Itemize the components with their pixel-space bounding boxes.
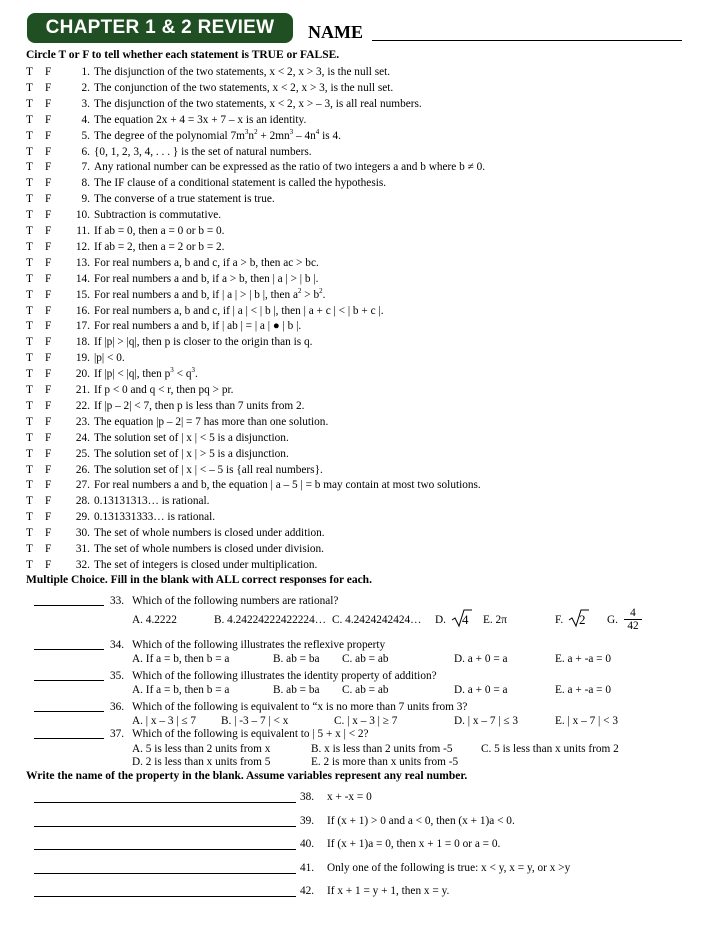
false-option[interactable]: F bbox=[45, 368, 52, 381]
true-option[interactable]: T bbox=[26, 352, 33, 365]
item-number: 20. bbox=[75, 368, 90, 381]
statement-text: The set of whole numbers is closed under division. bbox=[94, 543, 324, 555]
false-option[interactable]: F bbox=[45, 415, 52, 428]
item-number: 26. bbox=[75, 463, 90, 476]
question-number: 35. bbox=[110, 670, 125, 682]
statement-text: 0.131331333… is rational. bbox=[94, 511, 216, 524]
option-d-label: D. bbox=[435, 614, 446, 626]
statement-text: For real numbers a, b and c, if | a | < | b |, then | a + c | < | b + c |. bbox=[94, 304, 384, 317]
question-text: Which of the following numbers are rational? bbox=[132, 595, 339, 607]
option-c: C. | x – 3 | ≥ 7 bbox=[334, 715, 398, 727]
item-number: 21. bbox=[75, 384, 90, 396]
statement-text: The set of integers is closed under multiplication. bbox=[94, 558, 318, 571]
statement-text: If |p| < |q|, then $p^3 < q^3$. bbox=[94, 366, 198, 381]
false-option[interactable]: F bbox=[45, 336, 52, 349]
name-label: NAME bbox=[308, 22, 363, 42]
true-option[interactable]: T bbox=[26, 368, 33, 381]
false-option[interactable]: F bbox=[45, 272, 52, 285]
true-option[interactable]: T bbox=[26, 527, 33, 540]
answer-blank-36[interactable] bbox=[34, 711, 104, 712]
item-number: 11. bbox=[76, 225, 90, 237]
statement-text: The IF clause of a conditional statement is called the hypothesis. bbox=[94, 177, 387, 190]
statement-text: The disjunction of the two statements, x < 2, x > 3, is the null set. bbox=[94, 66, 391, 78]
false-option[interactable]: F bbox=[45, 304, 52, 317]
false-option[interactable]: F bbox=[45, 81, 52, 94]
chapter-banner: CHAPTER 1 & 2 REVIEW bbox=[27, 13, 293, 43]
option-f-label: F. bbox=[555, 614, 564, 626]
option-a: A. If a = b, then b = a bbox=[132, 653, 230, 665]
option-b: B. ab = ba bbox=[273, 653, 320, 665]
true-option[interactable]: T bbox=[26, 415, 33, 428]
true-option[interactable]: T bbox=[26, 240, 33, 253]
true-option[interactable]: T bbox=[26, 256, 33, 269]
true-option[interactable]: T bbox=[26, 558, 33, 571]
true-option[interactable]: T bbox=[26, 272, 33, 285]
false-option[interactable]: F bbox=[45, 384, 52, 396]
true-option[interactable]: T bbox=[26, 113, 33, 126]
true-option[interactable]: T bbox=[26, 209, 33, 222]
property-statement: Only one of the following is true: x < y, x = y, or x >y bbox=[327, 861, 571, 874]
true-option[interactable]: T bbox=[26, 304, 33, 317]
item-number: 4. bbox=[81, 113, 90, 126]
option-d-radicand: 4 bbox=[462, 612, 469, 627]
option-f-radicand: 2 bbox=[579, 612, 586, 627]
false-option[interactable]: F bbox=[45, 558, 52, 571]
false-option[interactable]: F bbox=[45, 225, 52, 237]
property-answer-blank[interactable] bbox=[34, 896, 296, 897]
option-b: B. x is less than 2 units from -5 bbox=[311, 743, 453, 755]
property-statement: If (x + 1) > 0 and a < 0, then (x + 1)a < 0. bbox=[327, 814, 515, 827]
item-number: 23. bbox=[75, 415, 90, 428]
item-number: 30. bbox=[75, 527, 90, 540]
true-option[interactable]: T bbox=[26, 66, 33, 78]
item-number: 19. bbox=[75, 352, 90, 365]
statement-text: If p < 0 and q < r, then pq > pr. bbox=[94, 384, 234, 396]
statement-text: Any rational number can be expressed as the ratio of two integers a and b where b ≠ 0. bbox=[94, 161, 486, 174]
true-option[interactable]: T bbox=[26, 543, 33, 555]
false-option[interactable]: F bbox=[45, 240, 52, 253]
statement-text: The solution set of | x | > 5 is a disjunction. bbox=[94, 447, 289, 460]
false-option[interactable]: F bbox=[45, 177, 52, 190]
statement-text: If |p – 2| < 7, then p is less than 7 units from 2. bbox=[94, 399, 305, 412]
option-c: C. 4.2424242424… bbox=[332, 614, 422, 626]
false-option[interactable]: F bbox=[45, 97, 52, 110]
item-number: 17. bbox=[75, 320, 90, 333]
statement-text: For real numbers a and b, the equation | a – 5 | = b may contain at most two solutions. bbox=[94, 479, 481, 492]
item-number: 10. bbox=[75, 209, 90, 222]
item-number: 42. bbox=[300, 885, 315, 897]
statement-text: Subtraction is commutative. bbox=[94, 209, 222, 222]
item-number: 40. bbox=[300, 838, 315, 850]
statement-text: The degree of the polynomial $7m^3n^2 + 2mn^3 - 4n^4$ is 4. bbox=[94, 127, 341, 142]
statement-text: {0, 1, 2, 3, 4, . . . } is the set of natural numbers. bbox=[94, 145, 312, 158]
false-option[interactable]: F bbox=[45, 543, 52, 555]
option-e: E. 2 is more than x units from -5 bbox=[311, 756, 459, 768]
item-number: 6. bbox=[81, 145, 90, 158]
true-option[interactable]: T bbox=[26, 225, 33, 237]
question-number: 36. bbox=[110, 701, 125, 713]
false-option[interactable]: F bbox=[45, 320, 52, 333]
false-option[interactable]: F bbox=[45, 431, 52, 444]
answer-blank-33[interactable] bbox=[34, 605, 104, 606]
option-g-fraction bbox=[624, 607, 642, 632]
item-number: 14. bbox=[75, 272, 90, 285]
item-number: 22. bbox=[75, 399, 90, 412]
statement-text: If |p| > |q|, then p is closer to the origin than is q. bbox=[94, 336, 313, 349]
true-option[interactable]: T bbox=[26, 447, 33, 460]
property-answer-blank[interactable] bbox=[34, 873, 296, 874]
item-number: 5. bbox=[81, 129, 90, 142]
option-b: B. 4.24224222422224… bbox=[214, 614, 327, 626]
answer-blank-34[interactable] bbox=[34, 649, 104, 650]
statement-text: The solution set of | x | < 5 is a disjunction. bbox=[94, 431, 289, 444]
item-number: 27. bbox=[75, 479, 90, 492]
statement-text: For real numbers a and b, if a > b, then | a | > | b |. bbox=[94, 272, 319, 285]
true-option[interactable]: T bbox=[26, 193, 33, 206]
option-a: A. | x – 3 | ≤ 7 bbox=[132, 715, 197, 727]
statement-text: |p| < 0. bbox=[94, 352, 125, 365]
property-instructions: Write the name of the property in the blank. Assume variables represent any real number. bbox=[26, 770, 468, 782]
true-option[interactable]: T bbox=[26, 161, 33, 174]
answer-blank-35[interactable] bbox=[34, 680, 104, 681]
true-option[interactable]: T bbox=[26, 81, 33, 94]
statement-text: The converse of a true statement is true. bbox=[94, 193, 275, 206]
statement-text: If ab = 2, then a = 2 or b = 2. bbox=[94, 240, 225, 253]
item-number: 8. bbox=[81, 177, 90, 190]
false-option[interactable]: F bbox=[45, 352, 52, 365]
option-d: D. a + 0 = a bbox=[454, 684, 508, 696]
option-a: A. 5 is less than 2 units from x bbox=[132, 743, 271, 755]
statement-text: 0.13131313… is rational. bbox=[94, 495, 210, 508]
false-option[interactable]: F bbox=[45, 113, 52, 126]
property-statement: x + -x = 0 bbox=[327, 791, 372, 803]
item-number: 18. bbox=[75, 336, 90, 349]
statement-text: The disjunction of the two statements, x < 2, x > – 3, is all real numbers. bbox=[94, 97, 422, 110]
option-d: D. 2 is less than x units from 5 bbox=[132, 756, 271, 768]
question-text: Which of the following illustrates the identity property of addition? bbox=[132, 670, 437, 682]
property-answer-blank[interactable] bbox=[34, 826, 296, 827]
statement-text: The conjunction of the two statements, x < 2, x > 3, is the null set. bbox=[94, 81, 394, 94]
item-number: 9. bbox=[81, 193, 90, 206]
true-option[interactable]: T bbox=[26, 336, 33, 349]
true-option[interactable]: T bbox=[26, 511, 33, 524]
false-option[interactable]: F bbox=[45, 463, 52, 476]
false-option[interactable]: F bbox=[45, 129, 52, 142]
item-number: 32. bbox=[75, 558, 90, 571]
item-number: 29. bbox=[75, 511, 90, 524]
item-number: 15. bbox=[75, 288, 90, 301]
item-number: 2. bbox=[81, 81, 90, 94]
item-number: 7. bbox=[81, 161, 90, 174]
property-statement: If (x + 1)a = 0, then x + 1 = 0 or a = 0. bbox=[327, 838, 501, 850]
item-number: 1. bbox=[81, 66, 90, 78]
false-option[interactable]: F bbox=[45, 288, 52, 301]
false-option[interactable]: F bbox=[45, 161, 52, 174]
false-option[interactable]: F bbox=[45, 527, 52, 540]
option-c: C. ab = ab bbox=[342, 653, 389, 665]
true-option[interactable]: T bbox=[26, 320, 33, 333]
true-option[interactable]: T bbox=[26, 463, 33, 476]
question-number: 34. bbox=[110, 639, 125, 651]
fraction-denominator: 42 bbox=[627, 620, 639, 632]
question-text: Which of the following illustrates the reflexive property bbox=[132, 639, 386, 651]
false-option[interactable]: F bbox=[45, 256, 52, 269]
option-b: B. | -3 – 7 | < x bbox=[221, 715, 289, 727]
statement-text: For real numbers a, b and c, if a > b, then ac > bc. bbox=[94, 256, 319, 269]
statement-text: The set of whole numbers is closed under addition. bbox=[94, 527, 325, 540]
false-option[interactable]: F bbox=[45, 66, 52, 78]
property-statement: If x + 1 = y + 1, then x = y. bbox=[327, 885, 450, 897]
item-number: 12. bbox=[75, 240, 90, 253]
option-d: D. | x – 7 | ≤ 3 bbox=[454, 715, 519, 727]
item-number: 28. bbox=[75, 495, 90, 508]
option-e: E. a + -a = 0 bbox=[555, 653, 612, 665]
option-e: E. 2π bbox=[483, 614, 507, 626]
false-option[interactable]: F bbox=[45, 479, 52, 492]
statement-text: For real numbers a and b, if | ab | = | a | ● | b |. bbox=[94, 320, 302, 333]
statement-text: For real numbers a and b, if | a | > | b |, then $a^2 > b^2$. bbox=[94, 286, 326, 301]
property-answer-blank[interactable] bbox=[34, 849, 296, 850]
item-number: 38. bbox=[300, 791, 315, 803]
true-option[interactable]: T bbox=[26, 495, 33, 508]
true-option[interactable]: T bbox=[26, 479, 33, 492]
false-option[interactable]: F bbox=[45, 447, 52, 460]
false-option[interactable]: F bbox=[45, 511, 52, 524]
question-text: Which of the following is equivalent to | 5 + x | < 2? bbox=[132, 728, 369, 740]
option-e: E. a + -a = 0 bbox=[555, 684, 612, 696]
mc-instructions: Multiple Choice. Fill in the blank with ALL correct responses for each. bbox=[26, 574, 372, 586]
question-number: 37. bbox=[110, 728, 125, 740]
false-option[interactable]: F bbox=[45, 495, 52, 508]
statement-text: The equation |p – 2| = 7 has more than one solution. bbox=[94, 415, 329, 428]
item-number: 24. bbox=[75, 431, 90, 444]
item-number: 16. bbox=[75, 304, 90, 317]
item-number: 3. bbox=[81, 97, 90, 110]
statement-text: If ab = 0, then a = 0 or b = 0. bbox=[94, 225, 225, 237]
true-option[interactable]: T bbox=[26, 129, 33, 142]
true-option[interactable]: T bbox=[26, 384, 33, 396]
property-answer-blank[interactable] bbox=[34, 802, 296, 803]
true-option[interactable]: T bbox=[26, 399, 33, 412]
name-field[interactable] bbox=[372, 40, 682, 41]
item-number: 31. bbox=[75, 543, 90, 555]
option-c: C. ab = ab bbox=[342, 684, 389, 696]
question-text: Which of the following is equivalent to “x is no more than 7 units from 3? bbox=[132, 701, 468, 713]
item-number: 39. bbox=[300, 814, 315, 827]
item-number: 25. bbox=[75, 447, 90, 460]
false-option[interactable]: F bbox=[45, 145, 52, 158]
true-option[interactable]: T bbox=[26, 145, 33, 158]
option-e: E. | x – 7 | < 3 bbox=[555, 715, 618, 727]
true-option[interactable]: T bbox=[26, 431, 33, 444]
item-number: 41. bbox=[300, 861, 315, 874]
question-number: 33. bbox=[110, 595, 125, 607]
option-g-label: G. bbox=[607, 614, 618, 626]
option-b: B. ab = ba bbox=[273, 684, 320, 696]
answer-blank-37[interactable] bbox=[34, 738, 104, 739]
option-d: D. a + 0 = a bbox=[454, 653, 508, 665]
true-option[interactable]: T bbox=[26, 177, 33, 190]
statement-text: The equation 2x + 4 = 3x + 7 – x is an identity. bbox=[94, 113, 307, 126]
tf-instructions: Circle T or F to tell whether each statement is TRUE or FALSE. bbox=[26, 49, 340, 61]
fraction-numerator: 4 bbox=[624, 607, 642, 620]
false-option[interactable]: F bbox=[45, 209, 52, 222]
statement-text: The solution set of | x | < – 5 is {all real numbers}. bbox=[94, 463, 323, 476]
true-option[interactable]: T bbox=[26, 288, 33, 301]
true-option[interactable]: T bbox=[26, 97, 33, 110]
false-option[interactable]: F bbox=[45, 193, 52, 206]
item-number: 13. bbox=[75, 256, 90, 269]
false-option[interactable]: F bbox=[45, 399, 52, 412]
option-a: A. 4.2222 bbox=[132, 614, 177, 626]
option-c: C. 5 is less than x units from 2 bbox=[481, 743, 619, 755]
option-a: A. If a = b, then b = a bbox=[132, 684, 230, 696]
